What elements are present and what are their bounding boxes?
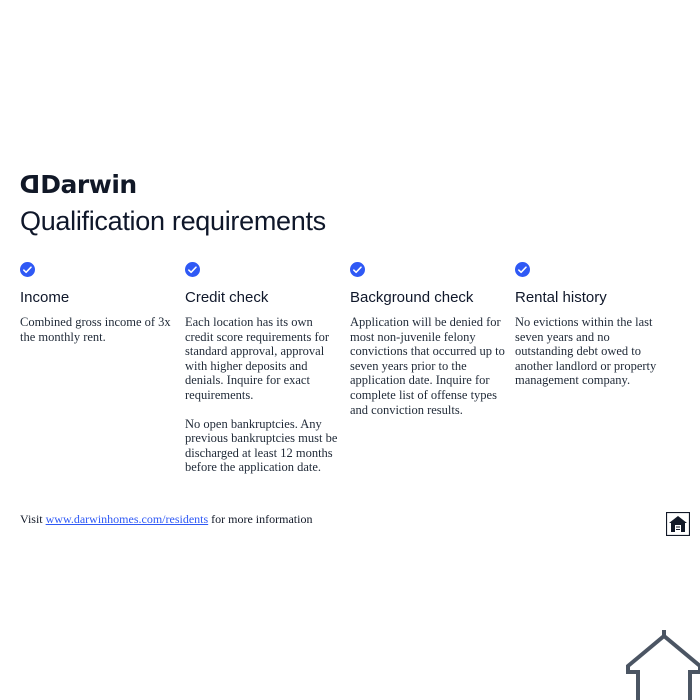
column-paragraph: Each location has its own credit score requirements for standard approval, approval with higher deposits and denials. Inquire for exact requirements.: [185, 315, 330, 402]
check-circle-icon: [350, 262, 365, 277]
column-body: [350, 315, 505, 417]
column-heading: Background check: [350, 289, 474, 306]
brand-name-text: Darwin: [40, 170, 137, 199]
check-circle-icon: [20, 262, 35, 277]
check-circle-icon: [515, 262, 530, 277]
house-outline-icon: [624, 630, 700, 700]
requirement-column-income: [20, 262, 185, 475]
column-heading: Income: [20, 289, 70, 306]
requirements-columns: [20, 262, 680, 475]
column-paragraph: No evictions within the last seven years and no outstanding debt owed to another landlord or property management company.: [515, 315, 657, 388]
requirement-column-credit-check: [185, 262, 350, 475]
requirement-column-rental-history: [515, 262, 680, 475]
check-circle-icon: [185, 262, 200, 277]
column-heading: Rental history: [515, 289, 607, 306]
column-heading: Credit check: [185, 289, 269, 306]
column-body: [515, 315, 670, 388]
darwin-d-mark: D: [20, 170, 41, 199]
footer-prefix: Visit: [20, 512, 46, 526]
residents-link[interactable]: www.darwinhomes.com/residents: [45, 512, 209, 526]
column-paragraph: Application will be denied for most non-juvenile felony convictions that occurred up to seven years prior to the application date. Inquire for complete list of offense types and conviction results.: [350, 315, 505, 417]
column-body: [185, 315, 340, 475]
footer-note: [20, 512, 312, 527]
equal-housing-opportunity-icon: [666, 512, 690, 536]
footer-suffix: for more information: [208, 512, 313, 526]
column-paragraph: No open bankruptcies. Any previous bankruptcies must be discharged at least 12 months before the application date.: [185, 416, 338, 475]
darwin-wordmark: [20, 172, 137, 197]
requirement-column-background-check: [350, 262, 515, 475]
page-title: Qualification requirements: [20, 206, 326, 236]
column-paragraph: Combined gross income of 3x the monthly rent.: [20, 315, 171, 344]
column-body: [20, 315, 175, 344]
